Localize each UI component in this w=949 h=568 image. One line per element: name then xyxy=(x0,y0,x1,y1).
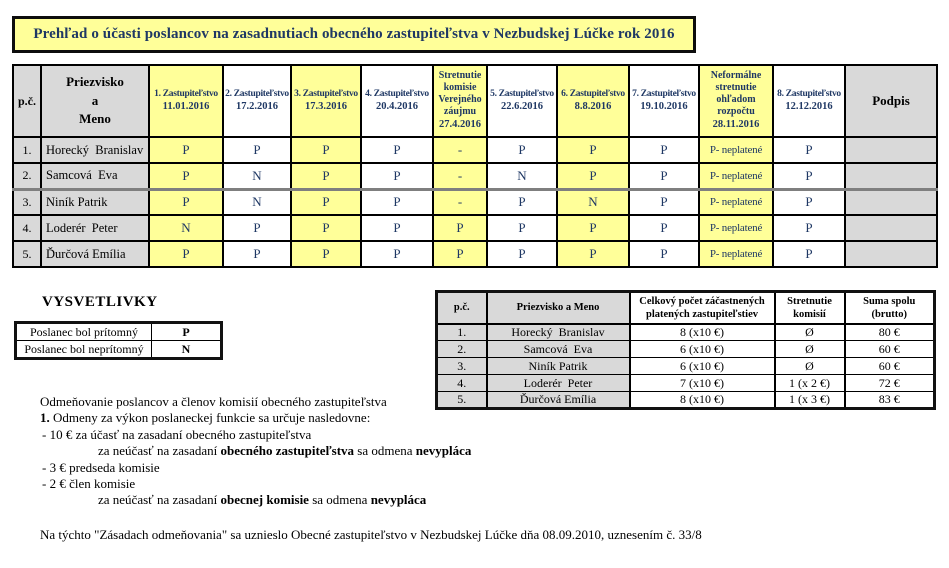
table-row xyxy=(13,241,937,267)
attendance-cell: N xyxy=(223,163,291,189)
signature-cell xyxy=(845,137,937,163)
session-date: 17.3.2016 xyxy=(305,101,347,113)
summary-name-cell: Samcová Eva xyxy=(487,341,630,358)
session-header xyxy=(291,65,361,137)
session-label: 6. Zastupiteľstvo xyxy=(561,88,625,99)
attendance-cell: P xyxy=(629,163,699,189)
table-row xyxy=(13,215,937,241)
session-date: 8.8.2016 xyxy=(574,101,612,113)
note-segment: Odmeny za výkon poslaneckej funkcie sa určuje nasledovne: xyxy=(49,410,371,426)
table-row xyxy=(13,189,937,215)
note-segment: - 2 € člen komisie xyxy=(42,476,136,492)
session-date: 20.4.2016 xyxy=(376,101,418,113)
name-cell: Samcová Eva xyxy=(41,163,149,189)
legend-value-cell: N xyxy=(152,341,222,359)
session-label: 3. Zastupiteľstvo xyxy=(294,88,358,99)
summary-col-pc: p.č. xyxy=(437,292,487,324)
session-header xyxy=(629,65,699,137)
summary-suma-cell: 83 € xyxy=(845,392,935,409)
notes-block xyxy=(40,394,471,509)
summary-name-cell: Loderér Peter xyxy=(487,375,630,392)
summary-number-cell: 1. xyxy=(437,324,487,341)
attendance-cell: P xyxy=(223,215,291,241)
attendance-cell: - xyxy=(433,137,487,163)
session-header xyxy=(699,65,773,137)
legend-label-cell: Poslanec bol neprítomný xyxy=(16,341,152,359)
summary-row xyxy=(437,392,935,409)
session-label: Stretnutie komisie Verejného záujmu xyxy=(438,70,482,118)
summary-row xyxy=(437,375,935,392)
summary-komisie-cell: Ø xyxy=(775,324,845,341)
legend-row xyxy=(16,323,222,341)
summary-row xyxy=(437,358,935,375)
session-date: 28.11.2016 xyxy=(712,119,760,131)
session-header xyxy=(773,65,845,137)
summary-paid-cell: 6 (x10 €) xyxy=(630,341,775,358)
summary-col-komisie: Stretnutie komisií xyxy=(775,292,845,324)
summary-suma-cell: 72 € xyxy=(845,375,935,392)
attendance-cell: N xyxy=(149,215,223,241)
legend-label-cell: Poslanec bol prítomný xyxy=(16,323,152,341)
session-label: 4. Zastupiteľstvo xyxy=(365,88,429,99)
attendance-cell: P xyxy=(223,137,291,163)
attendance-cell: P xyxy=(629,215,699,241)
attendance-cell: - xyxy=(433,189,487,215)
attendance-cell: N xyxy=(223,189,291,215)
note-segment: za neúčasť na zasadaní xyxy=(98,443,221,459)
summary-paid-cell: 8 (x10 €) xyxy=(630,392,775,409)
attendance-cell: P xyxy=(149,137,223,163)
note-segment: obecnej komisie xyxy=(220,492,309,508)
note-segment: - 3 € predseda komisie xyxy=(42,459,160,475)
attendance-cell: P xyxy=(487,137,557,163)
attendance-cell: P xyxy=(773,163,845,189)
attendance-cell: P xyxy=(487,215,557,241)
summary-name-cell: Niník Patrik xyxy=(487,358,630,375)
summary-col-paid: Celkový počet záčastnených platených zastupiteľstiev xyxy=(630,292,775,324)
attendance-cell: P xyxy=(291,189,361,215)
row-number-cell: 2. xyxy=(13,163,41,189)
attendance-body xyxy=(13,137,937,267)
header-name-line: Meno xyxy=(79,111,111,127)
signature-cell xyxy=(845,215,937,241)
summary-suma-cell: 80 € xyxy=(845,324,935,341)
attendance-cell: P xyxy=(149,189,223,215)
note-segment: 1. xyxy=(40,410,50,426)
note-line xyxy=(40,394,471,410)
legend-row xyxy=(16,341,222,359)
session-date: 22.6.2016 xyxy=(501,101,543,113)
attendance-cell: - xyxy=(433,163,487,189)
summary-col-suma: Suma spolu (brutto) xyxy=(845,292,935,324)
session-date: 27.4.2016 xyxy=(439,119,481,131)
session-label: 2. Zastupiteľstvo xyxy=(225,88,289,99)
attendance-cell: P xyxy=(291,241,361,267)
session-header xyxy=(433,65,487,137)
attendance-cell: P xyxy=(629,189,699,215)
attendance-header xyxy=(13,65,937,137)
attendance-cell: P xyxy=(223,241,291,267)
attendance-cell: P xyxy=(557,241,629,267)
session-header xyxy=(223,65,291,137)
attendance-cell: N xyxy=(557,189,629,215)
row-number-cell: 4. xyxy=(13,215,41,241)
attendance-cell: P xyxy=(557,215,629,241)
name-cell: Loderér Peter xyxy=(41,215,149,241)
session-date: 12.12.2016 xyxy=(785,101,833,113)
summary-number-cell: 2. xyxy=(437,341,487,358)
attendance-cell: P xyxy=(361,189,433,215)
col-header-pc: p.č. xyxy=(13,65,41,137)
attendance-cell: P xyxy=(361,137,433,163)
attendance-cell: P xyxy=(361,241,433,267)
session-header xyxy=(557,65,629,137)
summary-komisie-cell: Ø xyxy=(775,358,845,375)
summary-header-row xyxy=(437,292,935,324)
attendance-cell: P xyxy=(557,163,629,189)
note-segment: Odmeňovanie poslancov a členov komisií obecného zastupiteľstva xyxy=(40,394,387,409)
note-line xyxy=(40,427,471,443)
session-date: 17.2.2016 xyxy=(236,101,278,113)
session-label: 8. Zastupiteľstvo xyxy=(777,88,841,99)
summary-number-cell: 4. xyxy=(437,375,487,392)
note-segment: - 10 € za účasť na zasadaní obecného zastupiteľstva xyxy=(42,426,312,442)
attendance-cell: P xyxy=(773,189,845,215)
attendance-cell: P xyxy=(291,137,361,163)
row-number-cell: 5. xyxy=(13,241,41,267)
header-name-line: a xyxy=(91,92,99,108)
attendance-header-row xyxy=(13,65,937,137)
attendance-cell: P xyxy=(773,241,845,267)
summary-header xyxy=(437,292,935,324)
signature-cell xyxy=(845,241,937,267)
attendance-cell: P- neplatené xyxy=(699,189,773,215)
row-number-cell: 3. xyxy=(13,189,41,215)
note-line xyxy=(40,443,471,459)
summary-row xyxy=(437,324,935,341)
attendance-cell: P xyxy=(773,215,845,241)
session-date: 19.10.2016 xyxy=(640,101,688,113)
table-row xyxy=(13,163,937,189)
col-header-name xyxy=(41,65,149,137)
summary-name-cell: Ďurčová Emília xyxy=(487,392,630,409)
note-segment: obecného zastupiteľstva xyxy=(220,443,355,459)
attendance-cell: P xyxy=(361,215,433,241)
session-label: 7. Zastupiteľstvo xyxy=(632,88,696,99)
attendance-cell: P xyxy=(291,215,361,241)
note-segment: nevypláca xyxy=(370,492,427,508)
session-label: 5. Zastupiteľstvo xyxy=(490,88,554,99)
summary-paid-cell: 7 (x10 €) xyxy=(630,375,775,392)
note-line xyxy=(40,476,471,492)
session-header xyxy=(361,65,433,137)
summary-suma-cell: 60 € xyxy=(845,341,935,358)
attendance-cell: N xyxy=(487,163,557,189)
attendance-cell: P xyxy=(433,241,487,267)
session-header xyxy=(487,65,557,137)
session-date: 11.01.2016 xyxy=(162,101,210,113)
note-segment: nevypláca xyxy=(415,443,472,459)
attendance-cell: P- neplatené xyxy=(699,137,773,163)
summary-body xyxy=(437,324,935,409)
summary-number-cell: 3. xyxy=(437,358,487,375)
attendance-cell: P xyxy=(361,163,433,189)
attendance-cell: P xyxy=(629,137,699,163)
summary-name-cell: Horecký Branislav xyxy=(487,324,630,341)
page-title: Prehľad o účasti poslancov na zasadnutiach obecného zastupiteľstva v Nezbudskej Lúčke rok 2016 xyxy=(33,26,675,42)
attendance-table xyxy=(12,64,938,268)
attendance-cell: P xyxy=(629,241,699,267)
note-segment: sa odmena xyxy=(354,443,416,459)
attendance-cell: P xyxy=(773,137,845,163)
summary-row xyxy=(437,341,935,358)
summary-komisie-cell: Ø xyxy=(775,341,845,358)
attendance-cell: P xyxy=(433,215,487,241)
attendance-cell: P- neplatené xyxy=(699,163,773,189)
name-cell: Ďurčová Emília xyxy=(41,241,149,267)
attendance-cell: P xyxy=(557,137,629,163)
summary-suma-cell: 60 € xyxy=(845,358,935,375)
attendance-cell: P xyxy=(291,163,361,189)
session-header xyxy=(149,65,223,137)
attendance-cell: P- neplatené xyxy=(699,241,773,267)
attendance-cell: P- neplatené xyxy=(699,215,773,241)
note-line xyxy=(40,460,471,476)
table-row xyxy=(13,137,937,163)
row-number-cell: 1. xyxy=(13,137,41,163)
attendance-cell: P xyxy=(149,241,223,267)
summary-komisie-cell: 1 (x 2 €) xyxy=(775,375,845,392)
attendance-cell: P xyxy=(487,241,557,267)
summary-paid-cell: 8 (x10 €) xyxy=(630,324,775,341)
summary-col-name: Priezvisko a Meno xyxy=(487,292,630,324)
note-segment: sa odmena xyxy=(308,492,371,508)
signature-cell xyxy=(845,189,937,215)
attendance-cell: P xyxy=(149,163,223,189)
footer-note: Na týchto "Zásadach odmeňovania" sa uznieslo Obecné zastupiteľstvo v Nezbudskej Lúčke dňa 08.09.2010, uznesením č. 33/8 xyxy=(40,527,702,542)
legend-table xyxy=(14,321,223,360)
summary-paid-cell: 6 (x10 €) xyxy=(630,358,775,375)
name-cell: Horecký Branislav xyxy=(41,137,149,163)
attendance-cell: P xyxy=(487,189,557,215)
summary-komisie-cell: 1 (x 3 €) xyxy=(775,392,845,409)
legend-body xyxy=(16,323,222,359)
header-name-line: Priezvisko xyxy=(66,73,124,89)
name-cell: Niník Patrik xyxy=(41,189,149,215)
title-box xyxy=(12,16,696,53)
summary-table xyxy=(435,290,936,410)
col-header-podpis: Podpis xyxy=(845,65,937,137)
legend-value-cell: P xyxy=(152,323,222,341)
session-label: Neformálne stretnutie ohľadom rozpočtu xyxy=(710,70,762,118)
summary-number-cell: 5. xyxy=(437,392,487,409)
note-line xyxy=(40,492,471,508)
legend-heading: VYSVETLIVKY xyxy=(42,294,158,310)
signature-cell xyxy=(845,163,937,189)
note-line xyxy=(40,410,471,426)
note-segment: za neúčasť na zasadaní xyxy=(98,492,221,508)
session-label: 1. Zastupiteľstvo xyxy=(154,88,218,99)
